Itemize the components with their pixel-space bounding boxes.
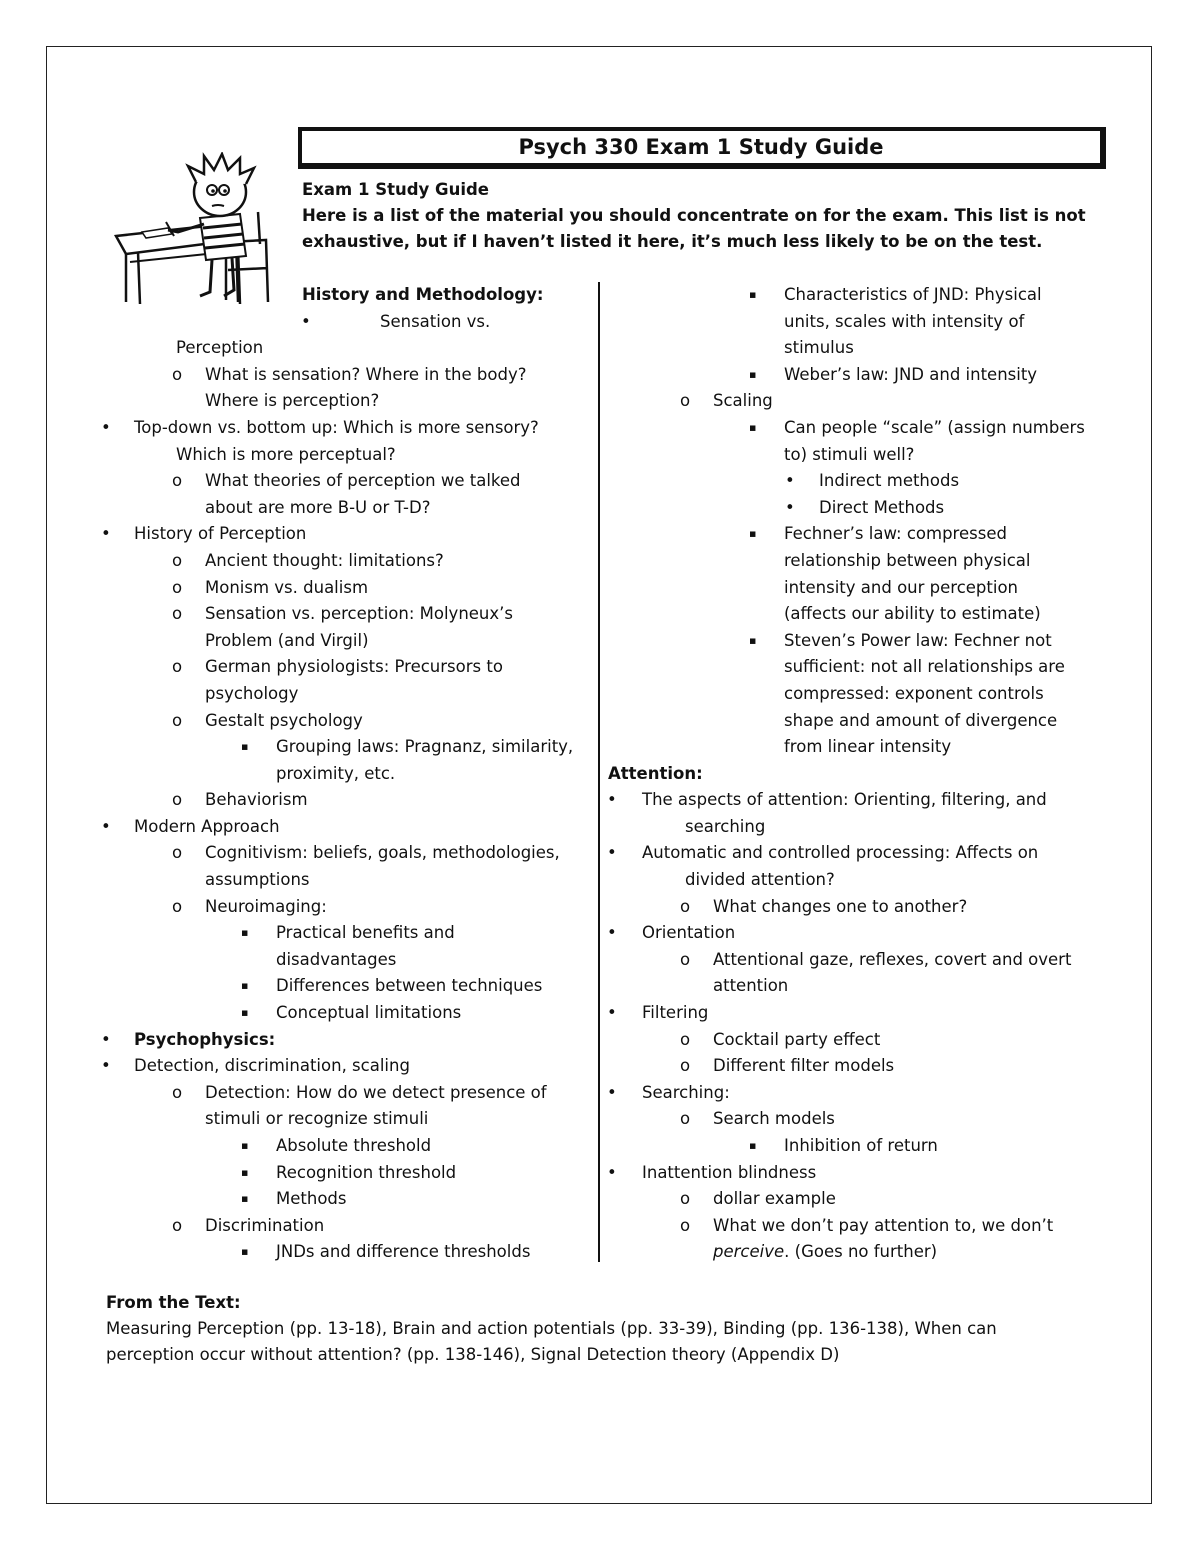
square-bullet: ▪ (241, 1139, 249, 1152)
list-item: from linear intensity (784, 737, 952, 757)
circle-bullet: o (680, 896, 691, 916)
page-title-text: Psych 330 Exam 1 Study Guide (518, 135, 884, 159)
list-item: What is sensation? Where in the body? (205, 364, 527, 384)
list-item: disadvantages (276, 949, 397, 969)
list-item: Cocktail party effect (713, 1029, 881, 1049)
history-heading: History and Methodology: (302, 285, 544, 304)
list-item: Automatic and controlled processing: Affects on (642, 843, 1039, 863)
list-item: sufficient: not all relationships are (784, 657, 1065, 677)
list-item: What theories of perception we talked (205, 471, 521, 491)
list-item: Indirect methods (819, 471, 960, 491)
disc-bullet: • (101, 1056, 111, 1076)
list-item: relationship between physical (784, 550, 1031, 570)
circle-bullet: o (172, 604, 183, 624)
list-item: Search models (713, 1109, 835, 1129)
square-bullet: ▪ (241, 740, 249, 754)
disc-bullet: • (607, 843, 617, 863)
square-bullet: ▪ (241, 1192, 249, 1206)
list-item: Different filter models (713, 1056, 895, 1076)
right-column (0, 282, 1150, 1266)
list-item: units, scales with intensity of (784, 311, 1025, 331)
square-bullet: ▪ (241, 1165, 249, 1179)
list-item: Absolute threshold (276, 1136, 432, 1155)
list-item: stimulus (784, 338, 854, 358)
list-item: JNDs and difference thresholds (276, 1242, 531, 1262)
list-item: Steven’s Power law: Fechner not (784, 630, 1052, 650)
perceive-italic: perceive (713, 1242, 785, 1262)
list-item: Weber’s law: JND and intensity (784, 364, 1038, 384)
square-bullet: ▪ (241, 1245, 249, 1259)
circle-bullet: o (172, 710, 183, 730)
circle-bullet: o (680, 1215, 691, 1235)
circle-bullet: o (172, 896, 183, 916)
square-bullet: ▪ (749, 633, 757, 647)
list-item: Methods (276, 1189, 347, 1209)
list-item: Neuroimaging: (205, 896, 327, 916)
list-item: Grouping laws: Pragnanz, similarity, (276, 737, 574, 757)
list-item: Sensation vs. perception: Molyneux’s (205, 604, 513, 624)
disc-bullet: • (607, 1082, 617, 1102)
intro-heading: Exam 1 Study Guide (302, 180, 489, 199)
list-item: Characteristics of JND: Physical (784, 285, 1042, 304)
goes-no-further: . (Goes no further) (784, 1242, 938, 1262)
footer-heading: From the Text: (106, 1293, 241, 1312)
circle-bullet: o (680, 391, 691, 411)
disc-bullet: • (607, 790, 617, 810)
list-item: Gestalt psychology (205, 710, 363, 730)
list-item: What we don’t pay attention to, we don’t (713, 1215, 1054, 1235)
list-item: Monism vs. dualism (205, 577, 369, 597)
list-item: stimuli or recognize stimuli (205, 1109, 429, 1129)
list-item: Where is perception? (205, 391, 380, 411)
list-item: proximity, etc. (276, 763, 396, 783)
list-item: searching (685, 816, 766, 836)
list-item: Practical benefits and (276, 923, 455, 943)
list-item: Attentional gaze, reflexes, covert and overt (713, 949, 1072, 969)
list-item: assumptions (205, 870, 310, 890)
circle-bullet: o (172, 790, 183, 810)
square-bullet: ▪ (749, 527, 757, 541)
list-item: about are more B-U or T-D? (205, 497, 431, 517)
circle-bullet: o (172, 550, 183, 570)
list-item: Direct Methods (819, 497, 945, 517)
list-item: German physiologists: Precursors to (205, 657, 503, 677)
square-bullet: ▪ (241, 979, 249, 993)
circle-bullet: o (172, 364, 183, 384)
list-item: Fechner’s law: compressed (784, 524, 1007, 544)
list-item: Inhibition of return (784, 1136, 938, 1155)
list-item: Scaling (713, 391, 773, 411)
square-bullet: ▪ (241, 926, 249, 940)
list-item: Searching: (642, 1082, 730, 1102)
sensation-vs-text: Sensation vs. (380, 311, 491, 331)
list-item: Detection, discrimination, scaling (134, 1056, 410, 1076)
circle-bullet: o (172, 657, 183, 677)
intro-line-1: Here is a list of the material you should concentrate on for the exam. This list is not (302, 206, 1086, 225)
list-item: compressed: exponent controls (784, 683, 1044, 703)
list-item: Top-down vs. bottom up: Which is more sensory? (134, 417, 539, 437)
list-item: History of Perception (134, 524, 307, 544)
list-item (713, 1239, 937, 1266)
disc-bullet: • (607, 1003, 617, 1023)
disc-bullet: • (785, 497, 795, 517)
list-item: Which is more perceptual? (176, 444, 396, 464)
circle-bullet: o (172, 843, 183, 863)
circle-bullet: o (680, 1029, 691, 1049)
square-bullet: ▪ (749, 420, 757, 434)
circle-bullet: o (172, 577, 183, 597)
circle-bullet: o (172, 471, 183, 491)
disc-bullet: • (301, 311, 311, 331)
list-item: shape and amount of divergence (784, 710, 1058, 730)
footer-line-1: Measuring Perception (pp. 13-18), Brain and action potentials (pp. 33-39), Binding (pp. 136-138), When can (106, 1319, 997, 1338)
list-item: to) stimuli well? (784, 444, 915, 464)
list-item: divided attention? (685, 870, 835, 890)
list-item: Problem (and Virgil) (205, 630, 369, 650)
square-bullet: ▪ (749, 288, 757, 301)
disc-bullet: • (101, 816, 111, 836)
circle-bullet: o (680, 1056, 691, 1076)
disc-bullet: • (101, 1029, 111, 1049)
list-item: Orientation (642, 923, 736, 943)
list-item: Conceptual limitations (276, 1003, 462, 1023)
page-title (298, 127, 1106, 169)
list-item: attention (713, 976, 789, 996)
square-bullet: ▪ (749, 367, 757, 381)
list-item: The aspects of attention: Orienting, filtering, and (642, 790, 1047, 810)
list-item: Behaviorism (205, 790, 308, 810)
intro-line-2: exhaustive, but if I haven’t listed it here, it’s much less likely to be on the test. (302, 232, 1043, 251)
list-item: Filtering (642, 1003, 709, 1023)
list-item: psychology (205, 683, 299, 703)
disc-bullet: • (607, 1162, 617, 1182)
list-item: Inattention blindness (642, 1162, 817, 1182)
list-item: What changes one to another? (713, 896, 968, 916)
list-item: Detection: How do we detect presence of (205, 1082, 547, 1102)
disc-bullet: • (607, 923, 617, 943)
list-item: intensity and our perception (784, 577, 1018, 597)
circle-bullet: o (680, 949, 691, 969)
circle-bullet: o (680, 1189, 691, 1209)
square-bullet: ▪ (749, 1139, 757, 1152)
list-item: Recognition threshold (276, 1162, 457, 1182)
psychophysics-heading: Psychophysics: (134, 1029, 276, 1049)
list-item: Can people “scale” (assign numbers (784, 417, 1085, 437)
circle-bullet: o (680, 1109, 691, 1129)
list-item: Cognitivism: beliefs, goals, methodologies, (205, 843, 560, 863)
circle-bullet: o (172, 1082, 183, 1102)
attention-heading: Attention: (608, 763, 703, 783)
list-item: dollar example (713, 1189, 836, 1209)
list-item: Discrimination (205, 1215, 325, 1235)
from-the-text-section (106, 1290, 1106, 1368)
disc-bullet: • (785, 471, 795, 491)
disc-bullet: • (101, 524, 111, 544)
intro-section (302, 177, 1092, 255)
list-item: Differences between techniques (276, 976, 543, 996)
square-bullet: ▪ (241, 1006, 249, 1020)
circle-bullet: o (172, 1215, 183, 1235)
list-item: (affects our ability to estimate) (784, 604, 1041, 624)
list-item: Modern Approach (134, 816, 280, 836)
perception-word: Perception (176, 338, 264, 358)
footer-line-2: perception occur without attention? (pp. 138-146), Signal Detection theory (Appendix D) (106, 1345, 840, 1364)
disc-bullet: • (101, 417, 111, 437)
list-item: Ancient thought: limitations? (205, 550, 444, 570)
